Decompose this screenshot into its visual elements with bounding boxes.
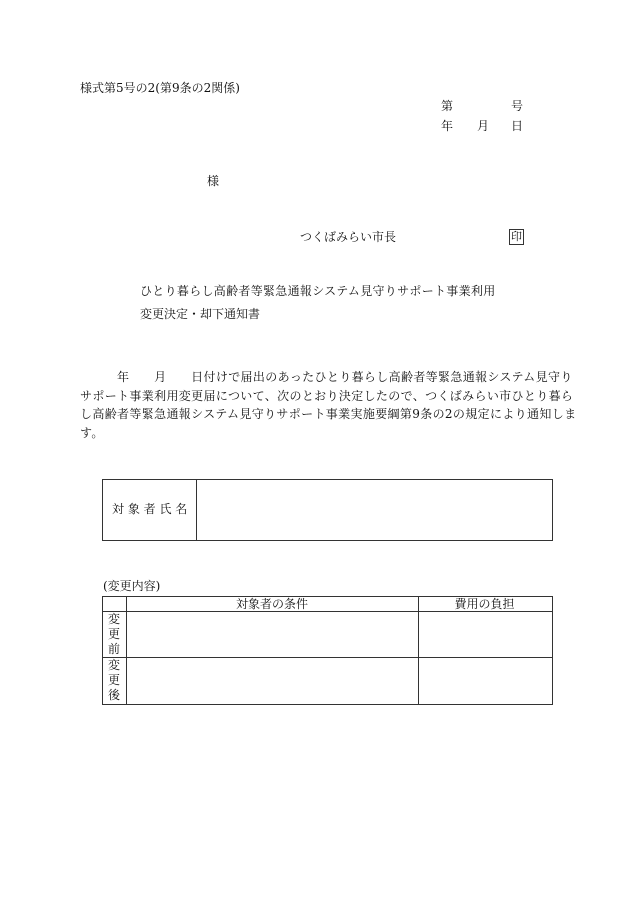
- seal-mark: 印: [511, 230, 522, 243]
- body-line: 年 月 日付けで届出のあったひとり暮らし高齢者等緊急通報システム見守り: [80, 370, 573, 384]
- issuer: つくばみらい市長: [300, 230, 397, 244]
- title-line-1: ひとり暮らし高齢者等緊急通報システム見守りサポート事業利用: [140, 284, 496, 298]
- doc-no-suffix: 号: [511, 99, 524, 113]
- change-heading: (変更内容): [103, 579, 161, 593]
- row-label-after: 変 更 後: [107, 658, 120, 702]
- doc-no-prefix: 第: [441, 99, 454, 113]
- column-header-condition: 対象者の条件: [235, 597, 308, 611]
- change-table: [102, 596, 553, 705]
- divider: [418, 596, 419, 704]
- subject-label: 対 象 者 氏 名: [112, 502, 188, 516]
- divider: [102, 611, 552, 612]
- divider: [126, 596, 127, 704]
- date-day: 日: [511, 119, 524, 133]
- addressee-suffix: 様: [207, 174, 220, 188]
- body-line: サポート事業利用変更届について、次のとおり決定したので、つくばみらい市ひとり暮ら: [80, 389, 574, 403]
- body-line: す。: [80, 426, 104, 440]
- title-line-2: 変更決定・却下通知書: [140, 307, 261, 321]
- row-label-before: 変 更 前: [107, 612, 120, 656]
- divider: [102, 657, 552, 658]
- column-header-cost: 費用の負担: [454, 597, 515, 611]
- form-number: 様式第5号の2(第9条の2関係): [80, 81, 240, 95]
- divider: [196, 479, 197, 540]
- body-line: し高齢者等緊急通報システム見守りサポート事業実施要綱第9条の2の規定により通知しま: [80, 407, 577, 421]
- date-month: 月: [477, 119, 490, 133]
- date-year: 年: [441, 119, 454, 133]
